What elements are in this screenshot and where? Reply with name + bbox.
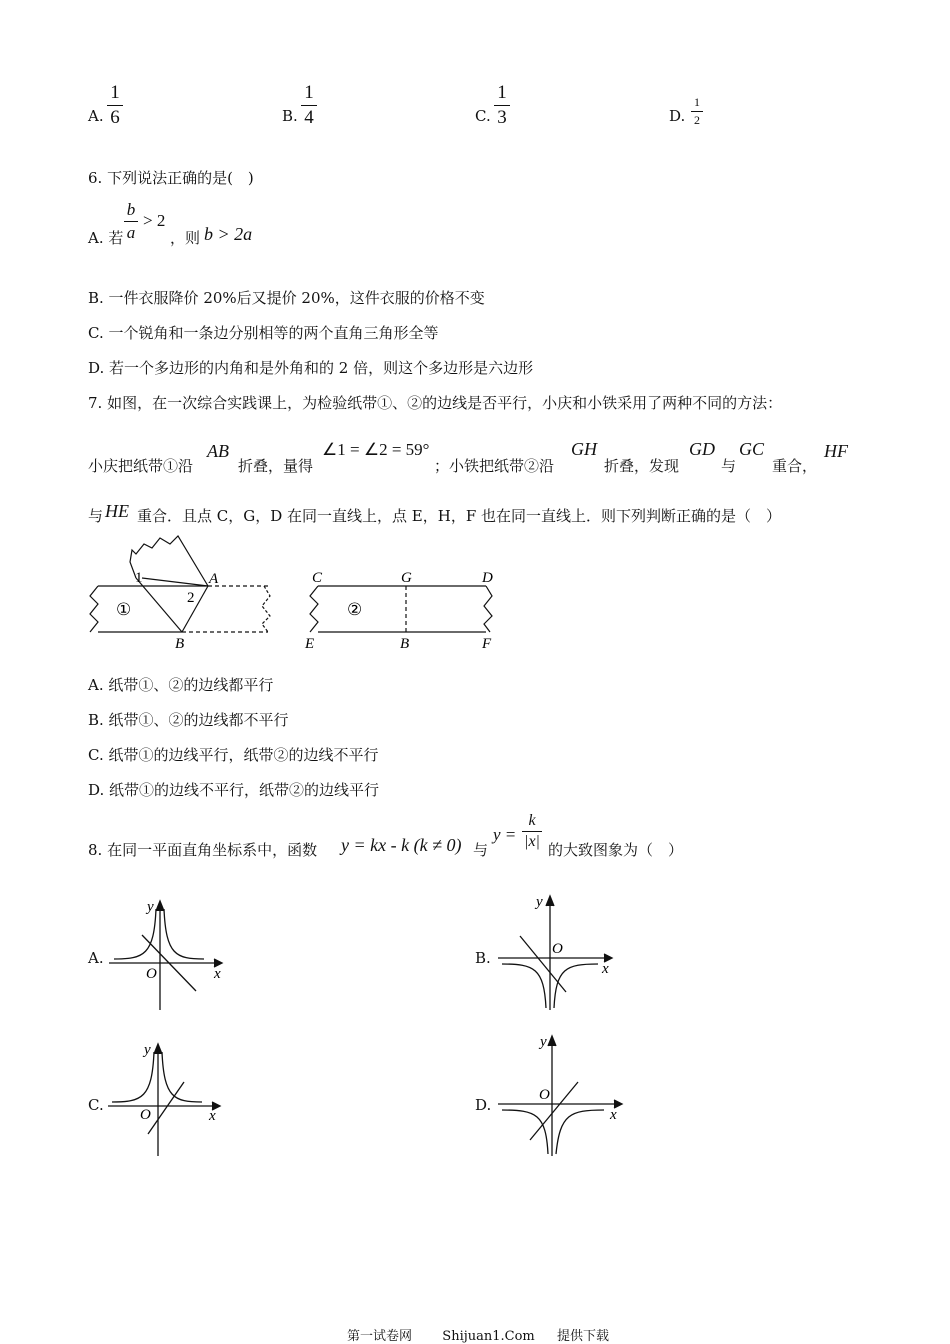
q7-line3-he: HE <box>105 501 129 521</box>
q5-option-a-label: A. <box>88 107 104 125</box>
q6-option-a-result: b > 2a <box>204 224 253 244</box>
q6-option-b: B. 一件衣服降价 20%后又提价 20%，这件衣服的价格不变 <box>88 289 485 307</box>
q7-line2-hf: HF <box>824 441 848 461</box>
q7-fig1-label-1: 1 <box>135 570 143 586</box>
q8-graph-a-y: y <box>147 899 154 915</box>
q7-line2-gd: GD <box>689 439 715 459</box>
footer-url[interactable]: Shijuan1.Com <box>442 1329 535 1344</box>
q7-line2-gc: GC <box>739 439 765 459</box>
q7-option-a: A. 纸带①、②的边线都平行 <box>88 676 274 694</box>
q5-option-a-fraction: 1 6 <box>107 82 123 129</box>
q7-line2-angle: ∠1 = ∠2 = 59° <box>322 440 430 459</box>
q8-graph-c <box>104 1038 229 1163</box>
q8-yu: 与 <box>473 841 489 859</box>
q7-fig2-label-f: F <box>482 636 492 652</box>
q8-option-d-label: D. <box>475 1096 492 1114</box>
q8-graph-d <box>492 1030 627 1160</box>
q8-graph-b-x: x <box>602 961 609 977</box>
q7-option-c: C. 纸带①的边线平行，纸带②的边线不平行 <box>88 746 379 764</box>
q8-graph-d-x: x <box>610 1107 617 1123</box>
q7-fig1-label-2: 2 <box>187 590 195 606</box>
q6-option-a-prefix: A. 若 <box>88 229 124 247</box>
q5-option-c-fraction: 1 3 <box>494 82 510 129</box>
q8-graph-c-o: O <box>140 1107 151 1123</box>
q7-fig2-label-e: E <box>305 636 315 652</box>
q8-graph-c-y: y <box>144 1042 151 1058</box>
q7-line2-a: 小庆把纸带①沿 <box>88 457 194 475</box>
q8-option-a-label: A. <box>88 949 104 967</box>
q7-fig2-label-circ: ② <box>347 600 363 619</box>
q6-stem: 6. 下列说法正确的是( ) <box>88 169 254 187</box>
q5-option-d-label: D. <box>669 107 686 125</box>
q8-option-b-label: B. <box>475 949 491 967</box>
q5-option-b-fraction: 1 4 <box>301 82 317 129</box>
q5-option-c-label: C. <box>475 107 491 125</box>
q7-stem-line1: 7. 如图，在一次综合实践课上，为检验纸带①、②的边线是否平行，小庆和小铁采用了两种不同的方法： <box>88 394 783 412</box>
q7-figure-1 <box>86 532 276 652</box>
q8-graph-d-y: y <box>540 1034 547 1050</box>
q7-fig1-label-a: A <box>209 571 219 587</box>
q6-option-c: C. 一个锐角和一条边分别相等的两个直角三角形全等 <box>88 324 439 342</box>
q8-graph-a-o: O <box>146 966 157 982</box>
q7-fig2-label-c: C <box>312 570 323 586</box>
page-footer <box>347 1325 609 1344</box>
q8-graph-b-y: y <box>536 894 543 910</box>
q5-option-d-fraction: 1 2 <box>691 95 703 128</box>
q7-figure-2 <box>300 566 500 652</box>
q8-graph-a-x: x <box>214 966 221 982</box>
q7-line3-yu: 与 <box>88 507 104 525</box>
q7-fig1-label-circ: ① <box>116 600 132 619</box>
q8-func2-lhs: y = <box>493 825 517 844</box>
q8-graph-a <box>104 895 229 1015</box>
q7-fig1-label-b: B <box>175 636 185 652</box>
q7-fig2-label-g: G <box>401 570 412 586</box>
q7-line2-yu: 与 <box>721 457 737 475</box>
q7-line2-b: 折叠，量得 <box>238 457 314 475</box>
q8-graph-c-x: x <box>209 1108 216 1124</box>
q7-line2-d: 折叠，发现 <box>604 457 680 475</box>
q8-graph-b <box>492 890 617 1015</box>
q8-stem-b: 的大致图象为（ ） <box>548 841 684 859</box>
q6-option-a-fraction: b a <box>124 200 138 243</box>
q8-stem-a: 8. 在同一平面直角坐标系中，函数 <box>88 841 318 859</box>
q6-option-d: D. 若一个多边形的内角和是外角和的 2 倍，则这个多边形是六边形 <box>88 359 534 377</box>
q7-fig2-label-d: D <box>482 570 493 586</box>
q7-line3-rest: 重合．且点 C，G，D 在同一直线上，点 E，H，F 也在同一直线上．则下列判断正确的是（ ） <box>137 507 782 525</box>
q7-option-b: B. 纸带①、②的边线都不平行 <box>88 711 289 729</box>
q5-option-b-label: B. <box>282 107 298 125</box>
q7-line2-ab: AB <box>207 441 229 461</box>
footer-note: 提供下载 <box>557 1329 610 1344</box>
footer-site: 第一试卷网 <box>347 1329 413 1344</box>
q8-func1: y = kx - k (k ≠ 0) <box>341 835 462 855</box>
q8-option-c-label: C. <box>88 1096 104 1114</box>
q8-func2-fraction: k |x| <box>522 812 542 851</box>
q7-option-d: D. 纸带①的边线不平行，纸带②的边线平行 <box>88 781 380 799</box>
q7-line2-e: 重合， <box>772 457 818 475</box>
q7-fig2-label-b: B <box>400 636 410 652</box>
q6-option-a-then: ，则 <box>170 229 201 247</box>
q6-option-a-ineq: > 2 <box>143 211 166 230</box>
q8-graph-b-o: O <box>552 941 563 957</box>
q7-line2-c: ；小铁把纸带②沿 <box>434 457 555 475</box>
q8-graph-d-o: O <box>539 1087 550 1103</box>
q7-line2-gh: GH <box>571 439 597 459</box>
